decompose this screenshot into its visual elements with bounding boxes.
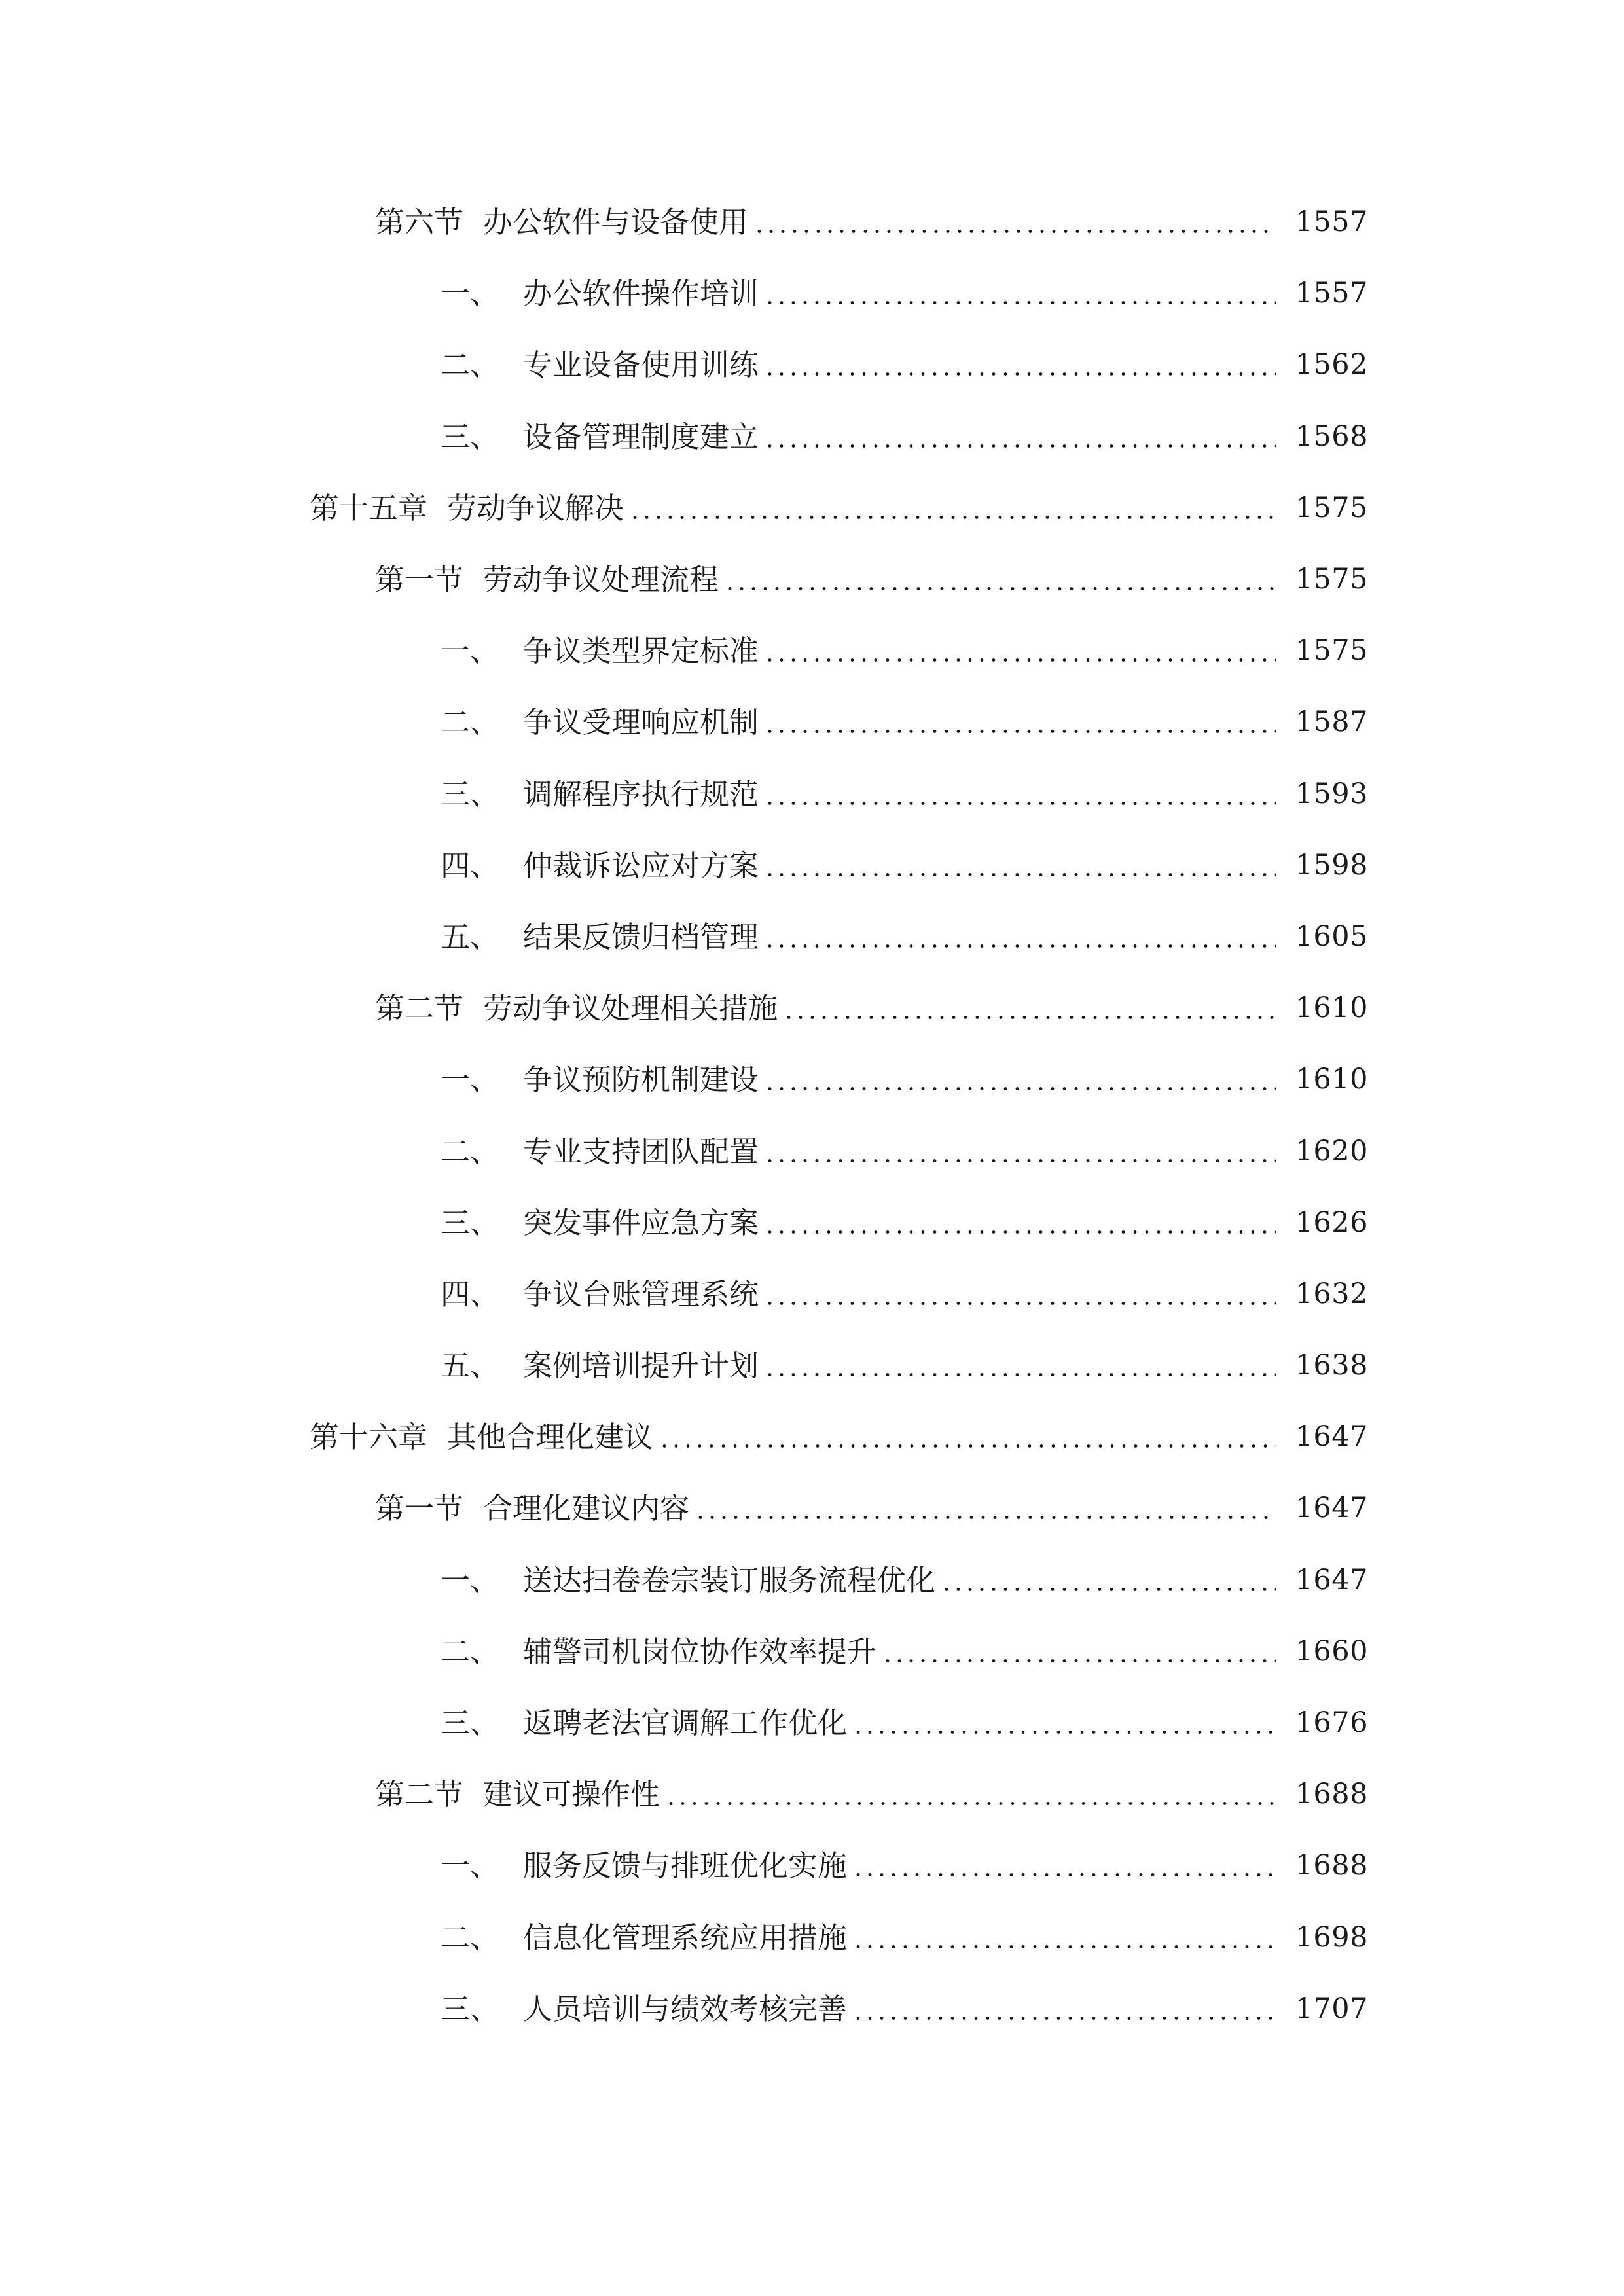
toc-entry-number: 四、 — [441, 848, 500, 883]
toc-entry-number: 一、 — [441, 1848, 500, 1884]
toc-entry[interactable] — [0, 830, 1624, 901]
toc-entry-number: 二、 — [441, 348, 500, 383]
toc-entry-row — [375, 205, 1624, 240]
toc-entry-page-number: 1647 — [1295, 1492, 1368, 1525]
toc-entry[interactable] — [0, 544, 1624, 615]
dot-leader — [764, 1151, 1276, 1152]
toc-entry-number: 第一节 — [375, 1491, 464, 1526]
toc-entry[interactable] — [0, 1115, 1624, 1187]
toc-entry-number: 二、 — [441, 1134, 500, 1169]
toc-entry-page-number: 1707 — [1295, 1992, 1368, 2025]
toc-entry-label — [375, 1777, 660, 1812]
toc-entry-title: 突发事件应急方案 — [523, 1205, 759, 1240]
toc-entry[interactable] — [0, 973, 1624, 1044]
toc-entry-label — [441, 1276, 759, 1312]
toc-entry-title: 仲裁诉讼应对方案 — [523, 848, 759, 883]
toc-entry-title: 调解程序执行规范 — [523, 776, 759, 812]
toc-entry-number: 一、 — [441, 634, 500, 669]
toc-entry[interactable] — [0, 1830, 1624, 1901]
dot-leader — [882, 1651, 1276, 1652]
toc-entry-number: 三、 — [441, 419, 500, 454]
toc-entry[interactable] — [0, 1330, 1624, 1401]
dot-leader — [783, 1008, 1276, 1009]
toc-entry-number: 二、 — [441, 1634, 500, 1669]
toc-entry-label — [441, 848, 759, 883]
toc-entry-title: 劳动争议处理流程 — [483, 562, 719, 598]
toc-entry-page-number: 1575 — [1295, 491, 1368, 524]
toc-entry-title: 返聘老法官调解工作优化 — [523, 1706, 848, 1741]
toc-entry-number: 第一节 — [375, 562, 464, 598]
toc-entry-title: 结果反馈归档管理 — [523, 919, 759, 954]
toc-entry-page-number: 1598 — [1295, 848, 1368, 882]
toc-entry-row — [441, 1634, 1624, 1669]
toc-entry[interactable] — [0, 901, 1624, 973]
toc-entry-page-number: 1587 — [1295, 706, 1368, 739]
toc-entry[interactable] — [0, 401, 1624, 473]
toc-entry-row — [441, 776, 1624, 812]
toc-entry-number: 第十五章 — [310, 490, 428, 526]
toc-entry[interactable] — [0, 1973, 1624, 2045]
dot-leader — [764, 722, 1276, 723]
dot-leader — [941, 1580, 1276, 1581]
toc-entry-row — [375, 562, 1624, 598]
toc-entry-page-number: 1557 — [1295, 206, 1368, 239]
toc-entry-label — [441, 1134, 759, 1169]
dot-leader — [764, 1079, 1276, 1080]
toc-entry-label — [441, 276, 759, 312]
toc-entry-page-number: 1660 — [1295, 1634, 1368, 1668]
toc-entry[interactable] — [0, 1473, 1624, 1544]
toc-entry-label — [375, 205, 749, 240]
dot-leader — [695, 1508, 1276, 1509]
toc-entry-row — [441, 419, 1624, 454]
toc-entry[interactable] — [0, 1902, 1624, 1973]
dot-leader — [852, 1937, 1276, 1938]
toc-entry-title: 争议台账管理系统 — [523, 1276, 759, 1312]
toc-entry-number: 四、 — [441, 1276, 500, 1312]
toc-entry-number: 一、 — [441, 1562, 500, 1598]
toc-entry-title: 专业支持团队配置 — [523, 1134, 759, 1169]
toc-entry-number: 五、 — [441, 919, 500, 954]
dot-leader — [764, 1365, 1276, 1366]
toc-entry-page-number: 1698 — [1295, 1920, 1368, 1954]
toc-entry-number: 第二节 — [375, 991, 464, 1026]
toc-entry-label — [441, 1706, 848, 1741]
toc-entry-number: 三、 — [441, 776, 500, 812]
toc-entry-page-number: 1593 — [1295, 777, 1368, 810]
toc-entry-title: 人员培训与绩效考核完善 — [523, 1991, 848, 2026]
toc-entry-row — [310, 1420, 1624, 1455]
toc-entry-title: 建议可操作性 — [483, 1777, 660, 1812]
toc-entry-row — [441, 1706, 1624, 1741]
dot-leader — [753, 222, 1276, 223]
toc-entry-page-number: 1688 — [1295, 1849, 1368, 1882]
toc-entry[interactable] — [0, 1616, 1624, 1687]
toc-entry-page-number: 1647 — [1295, 1420, 1368, 1454]
toc-entry-title: 案例培训提升计划 — [523, 1348, 759, 1384]
toc-entry-page-number: 1638 — [1295, 1349, 1368, 1382]
toc-entry[interactable] — [0, 1401, 1624, 1473]
toc-entry-title: 设备管理制度建立 — [523, 419, 759, 454]
toc-entry-label — [441, 705, 759, 740]
toc-entry-label — [441, 634, 759, 669]
toc-entry-row — [441, 1276, 1624, 1312]
toc-entry-title: 办公软件操作培训 — [523, 276, 759, 312]
toc-entry-number: 第十六章 — [310, 1420, 428, 1455]
dot-leader — [764, 1294, 1276, 1295]
toc-entry-row — [441, 1991, 1624, 2026]
toc-entry-row — [441, 1134, 1624, 1169]
toc-entry-title: 劳动争议处理相关措施 — [483, 991, 778, 1026]
toc-entry-row — [310, 490, 1624, 526]
toc-entry[interactable] — [0, 329, 1624, 401]
toc-entry-label — [441, 1920, 848, 1955]
toc-entry-title: 送达扫卷卷宗装订服务流程优化 — [523, 1562, 936, 1598]
dot-leader — [852, 1865, 1276, 1866]
toc-entry-page-number: 1610 — [1295, 992, 1368, 1025]
toc-entry-title: 专业设备使用训练 — [523, 348, 759, 383]
toc-entry-title: 争议类型界定标准 — [523, 634, 759, 669]
toc-entry-row — [441, 1920, 1624, 1955]
toc-entry-title: 合理化建议内容 — [483, 1491, 690, 1526]
toc-entry-page-number: 1610 — [1295, 1063, 1368, 1096]
toc-entry-title: 辅警司机岗位协作效率提升 — [523, 1634, 877, 1669]
toc-entry-number: 一、 — [441, 276, 500, 312]
toc-entry-page-number: 1632 — [1295, 1277, 1368, 1310]
toc-entry-title: 服务反馈与排班优化实施 — [523, 1848, 848, 1884]
toc-entry-label — [441, 1634, 877, 1669]
dot-leader — [764, 865, 1276, 866]
toc-entry-page-number: 1688 — [1295, 1778, 1368, 1811]
toc-entry[interactable] — [0, 258, 1624, 329]
toc-entry[interactable] — [0, 1545, 1624, 1616]
toc-entry-label — [441, 1348, 759, 1384]
toc-entry-row — [441, 634, 1624, 669]
toc-entry-row — [375, 991, 1624, 1026]
toc-entry-label — [441, 919, 759, 954]
toc-entry-number: 三、 — [441, 1706, 500, 1741]
dot-leader — [629, 508, 1276, 509]
toc-entry-page-number: 1626 — [1295, 1206, 1368, 1239]
toc-entry-number: 二、 — [441, 705, 500, 740]
toc-entry-page-number: 1575 — [1295, 563, 1368, 596]
toc-entry-number: 第六节 — [375, 205, 464, 240]
toc-entry-label — [441, 348, 759, 383]
toc-entry-label — [441, 1991, 848, 2026]
toc-entry-label — [441, 1062, 759, 1098]
toc-entry-number: 二、 — [441, 1920, 500, 1955]
toc-entry-page-number: 1676 — [1295, 1706, 1368, 1740]
toc-entry-row — [441, 276, 1624, 312]
toc-entry[interactable] — [0, 759, 1624, 830]
toc-entry-number: 一、 — [441, 1062, 500, 1098]
toc-entry[interactable] — [0, 1187, 1624, 1259]
toc-entry-row — [441, 705, 1624, 740]
toc-entry[interactable] — [0, 615, 1624, 687]
toc-entry-row — [441, 1205, 1624, 1240]
toc-entry-label — [310, 1420, 654, 1455]
toc-entry-row — [375, 1491, 1624, 1526]
toc-entry-number: 三、 — [441, 1991, 500, 2026]
toc-entry-label — [310, 490, 624, 526]
toc-entry-number: 五、 — [441, 1348, 500, 1384]
toc-entry-row — [441, 919, 1624, 954]
toc-entry-page-number: 1562 — [1295, 348, 1368, 382]
toc-entry-label — [375, 991, 778, 1026]
toc-entry-title: 其他合理化建议 — [447, 1420, 654, 1455]
toc-entry-row — [441, 848, 1624, 883]
toc-entry-page-number: 1575 — [1295, 634, 1368, 668]
toc-entry-row — [441, 1848, 1624, 1884]
toc-entry-label — [441, 1562, 936, 1598]
toc-entry-row — [441, 1562, 1624, 1598]
toc-entry-title: 办公软件与设备使用 — [483, 205, 749, 240]
dot-leader — [764, 293, 1276, 294]
toc-entry-row — [375, 1777, 1624, 1812]
toc-entry-label — [375, 562, 719, 598]
toc-entry-label — [441, 1848, 848, 1884]
dot-leader — [724, 579, 1276, 580]
toc-entry-label — [441, 419, 759, 454]
toc-entry-row — [441, 1348, 1624, 1384]
toc-entry-page-number: 1620 — [1295, 1134, 1368, 1168]
toc-entry-row — [441, 1062, 1624, 1098]
toc-entry-row — [441, 348, 1624, 383]
toc-entry-number: 第二节 — [375, 1777, 464, 1812]
toc-entry-label — [375, 1491, 690, 1526]
toc-entry[interactable] — [0, 1687, 1624, 1759]
toc-entry-label — [441, 776, 759, 812]
toc-entry-page-number: 1557 — [1295, 277, 1368, 310]
toc-entry[interactable] — [0, 1259, 1624, 1330]
toc-entry-title: 争议预防机制建设 — [523, 1062, 759, 1098]
toc-entry-title: 信息化管理系统应用措施 — [523, 1920, 848, 1955]
toc-entry[interactable] — [0, 687, 1624, 758]
toc-entry-title: 争议受理响应机制 — [523, 705, 759, 740]
toc-entry-number: 三、 — [441, 1205, 500, 1240]
toc-entry-page-number: 1647 — [1295, 1563, 1368, 1596]
toc-entry[interactable] — [0, 473, 1624, 544]
toc-entry[interactable] — [0, 1044, 1624, 1115]
toc-entry-page-number: 1568 — [1295, 420, 1368, 453]
toc-entry-label — [441, 1205, 759, 1240]
dot-leader — [665, 1794, 1276, 1795]
toc-entry[interactable] — [0, 187, 1624, 258]
toc-entry-title: 劳动争议解决 — [447, 490, 624, 526]
dot-leader — [764, 794, 1276, 795]
toc-entry[interactable] — [0, 1759, 1624, 1830]
toc-entry-page-number: 1605 — [1295, 920, 1368, 953]
table-of-contents — [0, 187, 1624, 2045]
